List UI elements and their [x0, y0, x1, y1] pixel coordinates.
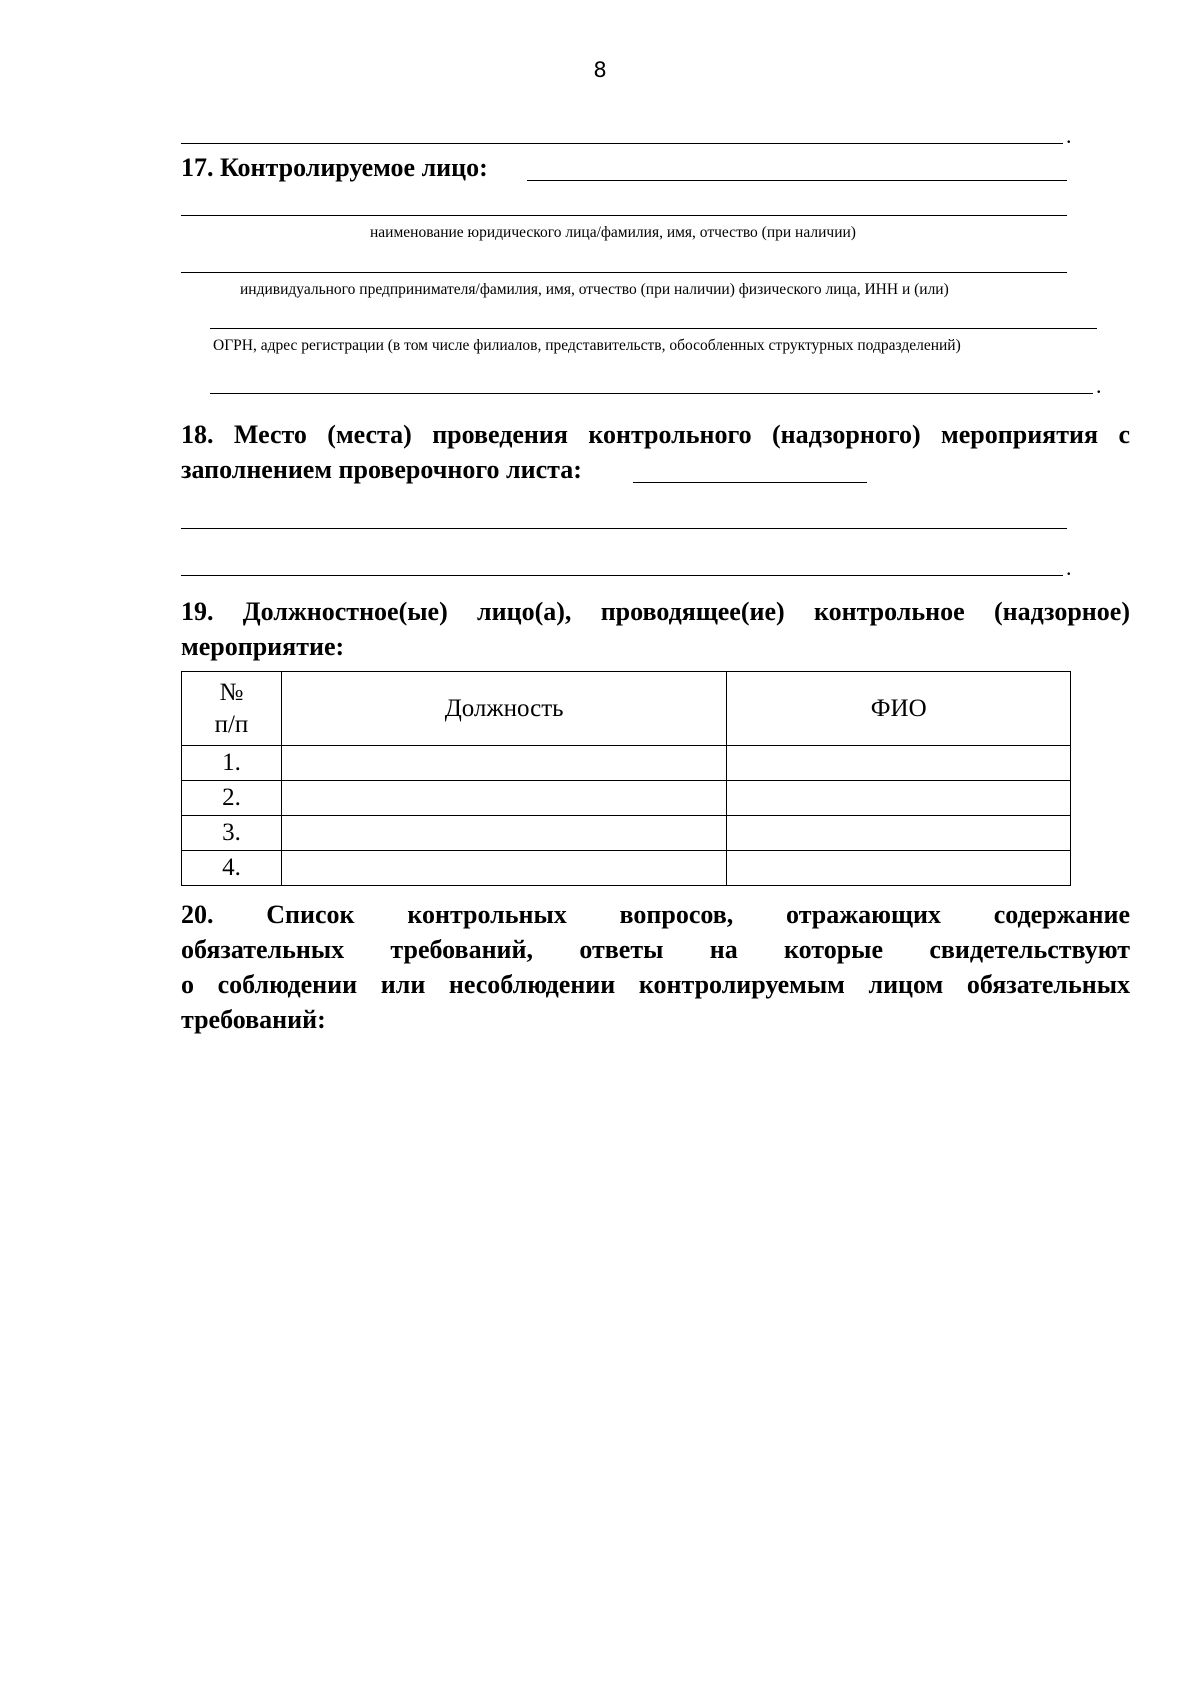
caption-legal-entity: наименование юридического лица/фамилия, имя, отчество (при наличии): [370, 224, 856, 241]
inspection-place-line-2[interactable]: [181, 575, 1063, 576]
row-number: 2.: [182, 781, 282, 816]
position-cell[interactable]: [281, 781, 727, 816]
controlled-person-line-1[interactable]: [181, 215, 1067, 216]
blank-line-top: [181, 143, 1063, 144]
section-18-heading-line-2: заполнением проверочного листа:: [181, 455, 582, 484]
position-cell[interactable]: [281, 851, 727, 886]
column-header-number-sign: №: [219, 678, 244, 706]
row-number: 4.: [182, 851, 282, 886]
line-period: .: [1066, 555, 1072, 580]
table-row: [182, 816, 1071, 851]
full-name-cell[interactable]: [727, 816, 1071, 851]
position-cell[interactable]: [281, 746, 727, 781]
controlled-person-field[interactable]: [527, 180, 1067, 181]
row-number: 1.: [182, 746, 282, 781]
column-header-number: [182, 672, 282, 746]
table-row: [182, 746, 1071, 781]
officials-table: [181, 671, 1071, 886]
caption-entrepreneur: индивидуального предпринимателя/фамилия, имя, отчество (при наличии) физического лица, ИНН и (или): [240, 281, 949, 298]
row-number: 3.: [182, 816, 282, 851]
section-19-heading-line-1: 19. Должностное(ые) лицо(а), проводящее(ие) контрольное (надзорное): [181, 597, 1130, 626]
inspection-place-line-1[interactable]: [181, 528, 1067, 529]
section-20-line-4: требований:: [181, 1005, 326, 1034]
full-name-cell[interactable]: [727, 851, 1071, 886]
controlled-person-line-4[interactable]: [210, 393, 1093, 394]
section-17-heading: 17. Контролируемое лицо:: [181, 153, 488, 182]
inspection-place-field[interactable]: [633, 482, 867, 483]
caption-registration: ОГРН, адрес регистрации (в том числе филиалов, представительств, обособленных структурных подразделений): [213, 337, 961, 354]
line-period: .: [1096, 373, 1102, 398]
position-cell[interactable]: [281, 816, 727, 851]
section-20-line-2: обязательных требований, ответы на которые свидетельствуют: [181, 935, 1130, 964]
controlled-person-line-2[interactable]: [181, 272, 1067, 273]
column-header-position: Должность: [281, 672, 727, 746]
table-row: [182, 851, 1071, 886]
table-row: [182, 781, 1071, 816]
column-header-full-name: ФИО: [727, 672, 1071, 746]
section-20-line-1: 20. Список контрольных вопросов, отражающих содержание: [181, 900, 1130, 929]
line-period: .: [1066, 123, 1072, 148]
full-name-cell[interactable]: [727, 746, 1071, 781]
column-header-number-pp: п/п: [214, 710, 249, 738]
page-number: 8: [593, 58, 607, 82]
section-20-line-3: о соблюдении или несоблюдении контролируемым лицом обязательных: [181, 970, 1130, 999]
table-header-row: [182, 672, 1071, 746]
section-19-heading-line-2: мероприятие:: [181, 632, 345, 661]
section-18-heading-line-1: 18. Место (места) проведения контрольного (надзорного) мероприятия с: [181, 420, 1130, 449]
full-name-cell[interactable]: [727, 781, 1071, 816]
controlled-person-line-3[interactable]: [210, 328, 1097, 329]
